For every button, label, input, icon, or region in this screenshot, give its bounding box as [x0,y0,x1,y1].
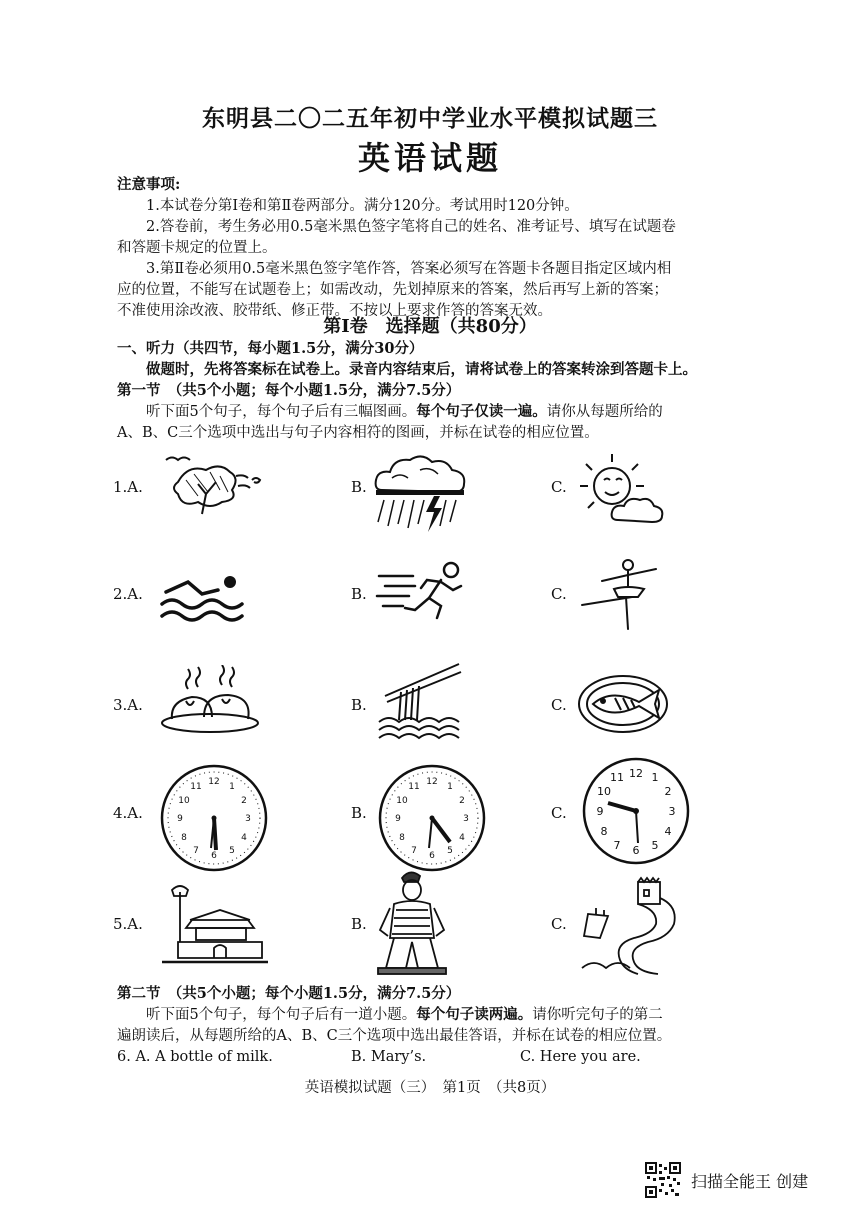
svg-text:6: 6 [429,851,435,861]
svg-text:6: 6 [211,851,217,861]
q5-b-label: B. [351,915,367,933]
svg-text:4: 4 [241,833,247,843]
svg-text:12: 12 [208,777,220,787]
great-wall-icon [578,876,688,976]
svg-text:9: 9 [596,805,604,818]
q5-a-label: 5.A. [113,915,143,933]
q6-option-c: C. Here you are. [520,1049,641,1065]
svg-text:5: 5 [447,846,453,856]
q5-c-label: C. [551,915,567,933]
svg-text:1: 1 [229,782,235,792]
svg-text:12: 12 [426,777,438,787]
clock-icon [158,762,270,874]
svg-text:7: 7 [193,846,199,856]
q1-a-label: 1.A. [113,478,143,496]
fish-plate-icon [575,672,675,737]
svg-text:11: 11 [610,771,624,784]
clock-icon [376,762,488,874]
section1-heading: 第一节 （共5个小题；每个小题1.5分，满分7.5分） [117,382,461,399]
svg-text:10: 10 [178,796,190,806]
svg-text:6: 6 [632,844,640,857]
q2-c-label: C. [551,585,567,603]
svg-text:3: 3 [668,805,676,818]
section2-desc: 听下面5个句子，每个句子后有一道小题。每个句子读两遍。请你听完句子的第二 [146,1006,663,1023]
svg-text:5: 5 [651,839,659,852]
terracotta-warrior-icon [372,868,452,976]
scanner-text: 扫描全能王 创建 [691,1172,809,1191]
svg-text:2: 2 [241,796,247,806]
svg-text:9: 9 [395,814,401,824]
svg-text:8: 8 [181,833,187,843]
svg-text:7: 7 [613,839,621,852]
section1-desc2: A、B、C三个选项中选出与句子内容相符的图画，并标在试卷的相应位置。 [117,425,599,441]
svg-text:12: 12 [629,767,643,780]
q1-b-label: B. [351,478,367,496]
svg-text:2: 2 [664,785,672,798]
q6-option-a: 6. A. A bottle of milk. [117,1049,273,1065]
noodles-icon [375,660,465,745]
svg-text:7: 7 [411,846,417,856]
svg-text:9: 9 [177,814,183,824]
q3-a-label: 3.A. [113,696,143,714]
note-2b: 和答题卡规定的位置上。 [117,240,277,256]
section1-desc: 听下面5个句子，每个句子后有三幅图画。每个句子仅读一遍。请你从每题所给的 [146,403,663,420]
svg-text:10: 10 [396,796,408,806]
q3-b-label: B. [351,696,367,714]
svg-text:3: 3 [463,814,469,824]
svg-text:4: 4 [664,825,672,838]
section2-desc2: 遍朗读后，从每题所给的A、B、C三个选项中选出最佳答语，并标在试卷的相应位置。 [117,1028,672,1044]
q3-c-label: C. [551,696,567,714]
note-3b: 应的位置，不能写在试题卷上；如需改动，先划掉原来的答案，然后再写上新的答案； [117,282,668,298]
svg-text:8: 8 [399,833,405,843]
exam-title: 东明县二〇二五年初中学业水平模拟试题三 [202,105,658,132]
note-3a: 3.第Ⅱ卷必须用0.5毫米黑色签字笔作答，答案必须写在答题卡各题目指定区域内相 [146,261,672,277]
svg-text:1: 1 [447,782,453,792]
part1-title: 第Ⅰ卷 选择题（共80分） [323,316,537,337]
section2-heading: 第二节 （共5个小题；每个小题1.5分，满分7.5分） [117,985,461,1002]
svg-text:8: 8 [600,825,608,838]
subject-title: 英语试题 [357,139,502,177]
svg-text:11: 11 [190,782,202,792]
note-2a: 2.答卷前，考生务必用0.5毫米黑色签字笔将自己的姓名、准考证号、填写在试题卷 [146,219,676,235]
tiananmen-icon [158,880,270,965]
thunderstorm-icon [372,452,472,537]
scanner-watermark [645,1160,845,1200]
notes-heading: 注意事项: [117,176,181,193]
svg-text:4: 4 [459,833,465,843]
q4-a-label: 4.A. [113,804,143,822]
q2-b-label: B. [351,585,367,603]
svg-text:11: 11 [408,782,420,792]
svg-text:3: 3 [245,814,251,824]
sunny-cloud-icon [572,450,667,530]
q4-c-label: C. [551,804,567,822]
note-3c: 不准使用涂改液、胶带纸、修正带。不按以上要求作答的答案无效。 [117,303,552,319]
svg-text:10: 10 [597,785,611,798]
windy-tree-icon [158,452,268,522]
page-footer: 英语模拟试题（三） 第1页 （共8页） [304,1080,556,1096]
clock-icon [580,755,692,867]
listening-instruction: 做题时，先将答案标在试卷上。录音内容结束后，请将试卷上的答案转涂到答题卡上。 [146,361,697,378]
ballet-dancer-icon [572,555,667,635]
qr-code-icon [645,1162,681,1198]
swimming-icon [158,572,253,622]
note-1: 1.本试卷分第Ⅰ卷和第Ⅱ卷两部分。满分120分。考试用时120分钟。 [146,198,579,214]
listening-heading: 一、听力（共四节，每小题1.5分，满分30分） [117,340,424,357]
svg-text:2: 2 [459,796,465,806]
running-icon [375,560,470,620]
steamed-buns-icon [158,665,263,735]
q1-c-label: C. [551,478,567,496]
q2-a-label: 2.A. [113,585,143,603]
q6-option-b: B. Mary’s. [351,1049,427,1065]
svg-text:1: 1 [651,771,659,784]
svg-text:5: 5 [229,846,235,856]
q4-b-label: B. [351,804,367,822]
